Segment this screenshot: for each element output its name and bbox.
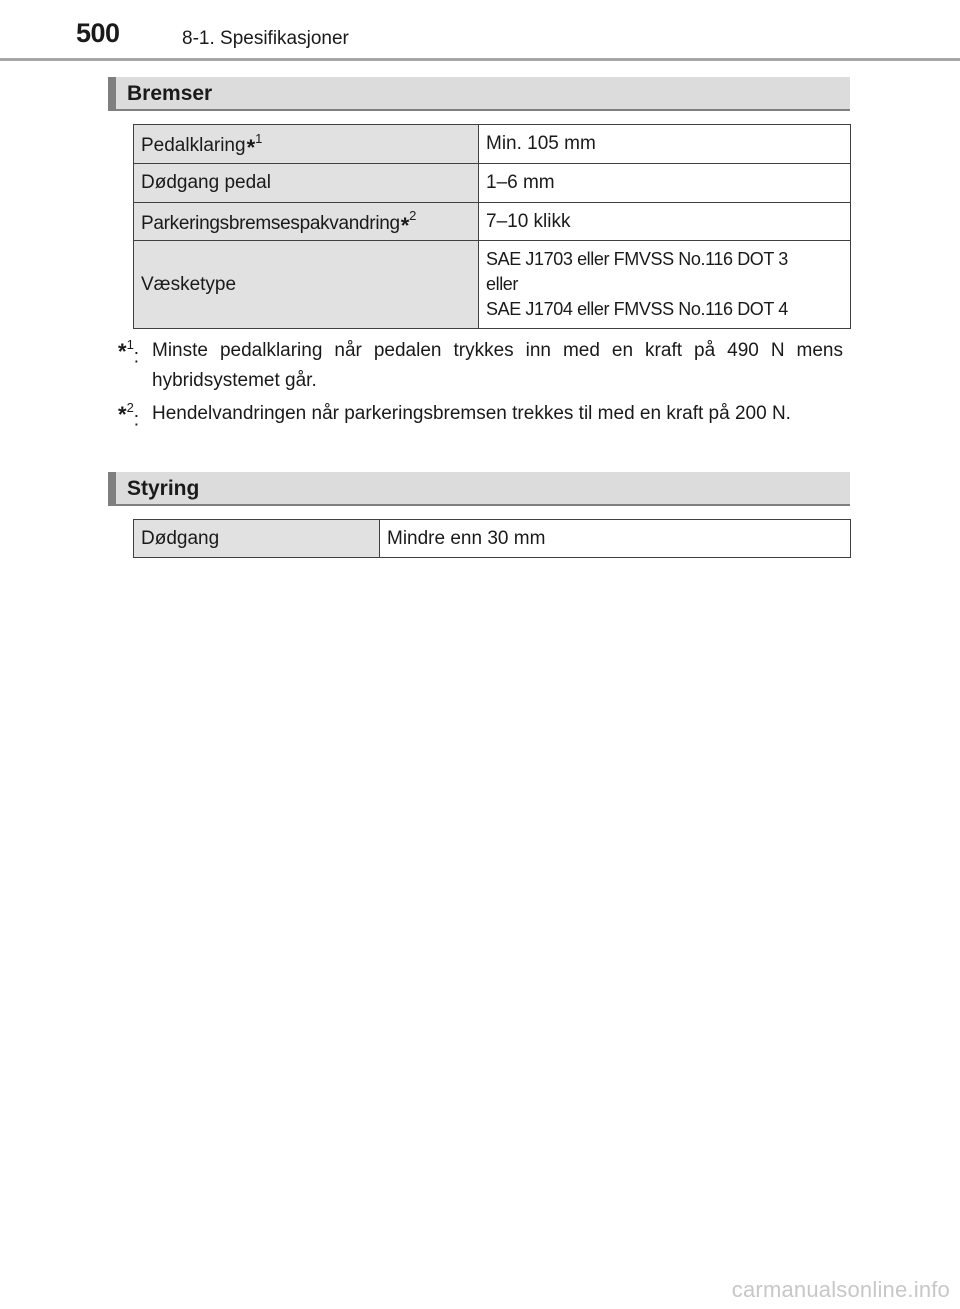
watermark: carmanualsonline.info <box>731 1277 950 1302</box>
footnote-star: * <box>118 339 127 365</box>
footnote-star: * <box>400 212 410 238</box>
page-header <box>0 0 960 64</box>
footnote-2 <box>118 399 843 429</box>
spec-value-line: SAE J1704 eller FMVSS No.116 DOT 4 <box>486 299 788 319</box>
table-row <box>134 520 851 558</box>
footnote-marker <box>118 336 139 372</box>
footnote-colon: : <box>133 409 140 431</box>
footnote-number: 1 <box>126 337 134 352</box>
footnote-star: * <box>118 402 127 428</box>
section-title: Styring <box>127 477 200 500</box>
spec-value <box>479 241 851 329</box>
spec-key-text: Parkeringsbremsespakvandring <box>141 212 400 234</box>
spec-value: Mindre enn 30 mm <box>380 520 851 558</box>
spec-key: Dødgang pedal <box>134 164 479 203</box>
section-accent <box>108 77 116 109</box>
footnote-marker <box>118 399 139 435</box>
footnote-text: Hendelvandringen når parkeringsbremsen trekkes til med en kraft på 200 N. <box>152 403 791 424</box>
footnote-ref: 2 <box>409 208 416 224</box>
spec-value: Min. 105 mm <box>479 125 851 164</box>
footnote-ref: 1 <box>255 130 263 146</box>
section-accent <box>108 472 116 504</box>
spec-key <box>134 125 479 164</box>
spec-key-text: Pedalklaring <box>141 135 246 156</box>
spec-value: 7–10 klikk <box>479 203 851 241</box>
section-heading-brakes <box>108 77 850 111</box>
footnote-star: * <box>246 135 256 160</box>
spec-value-line: eller <box>486 274 519 294</box>
footnote-number: 2 <box>126 400 134 415</box>
table-row <box>134 241 851 329</box>
section-heading-steering <box>108 472 850 506</box>
steering-spec-table <box>133 519 851 558</box>
page-number: 500 <box>76 18 120 48</box>
chapter-title: 8-1. Spesifikasjoner <box>182 28 349 49</box>
footnote-text: Minste pedalklaring når pedalen trykkes inn med en kraft på 490 N mens hybridsystemet går. <box>152 340 843 391</box>
table-row <box>134 203 851 241</box>
table-row <box>134 125 851 164</box>
section-title: Bremser <box>127 82 213 105</box>
spec-value: 1–6 mm <box>479 164 851 203</box>
spec-key: Dødgang <box>134 520 380 558</box>
footnote-1 <box>118 336 843 396</box>
footnote-colon: : <box>133 346 140 368</box>
spec-key: Væsketype <box>134 241 479 329</box>
spec-value-line: SAE J1703 eller FMVSS No.116 DOT 3 <box>486 249 788 269</box>
header-divider <box>0 58 960 61</box>
brakes-spec-table <box>133 124 851 329</box>
spec-key <box>134 203 479 241</box>
table-row <box>134 164 851 203</box>
